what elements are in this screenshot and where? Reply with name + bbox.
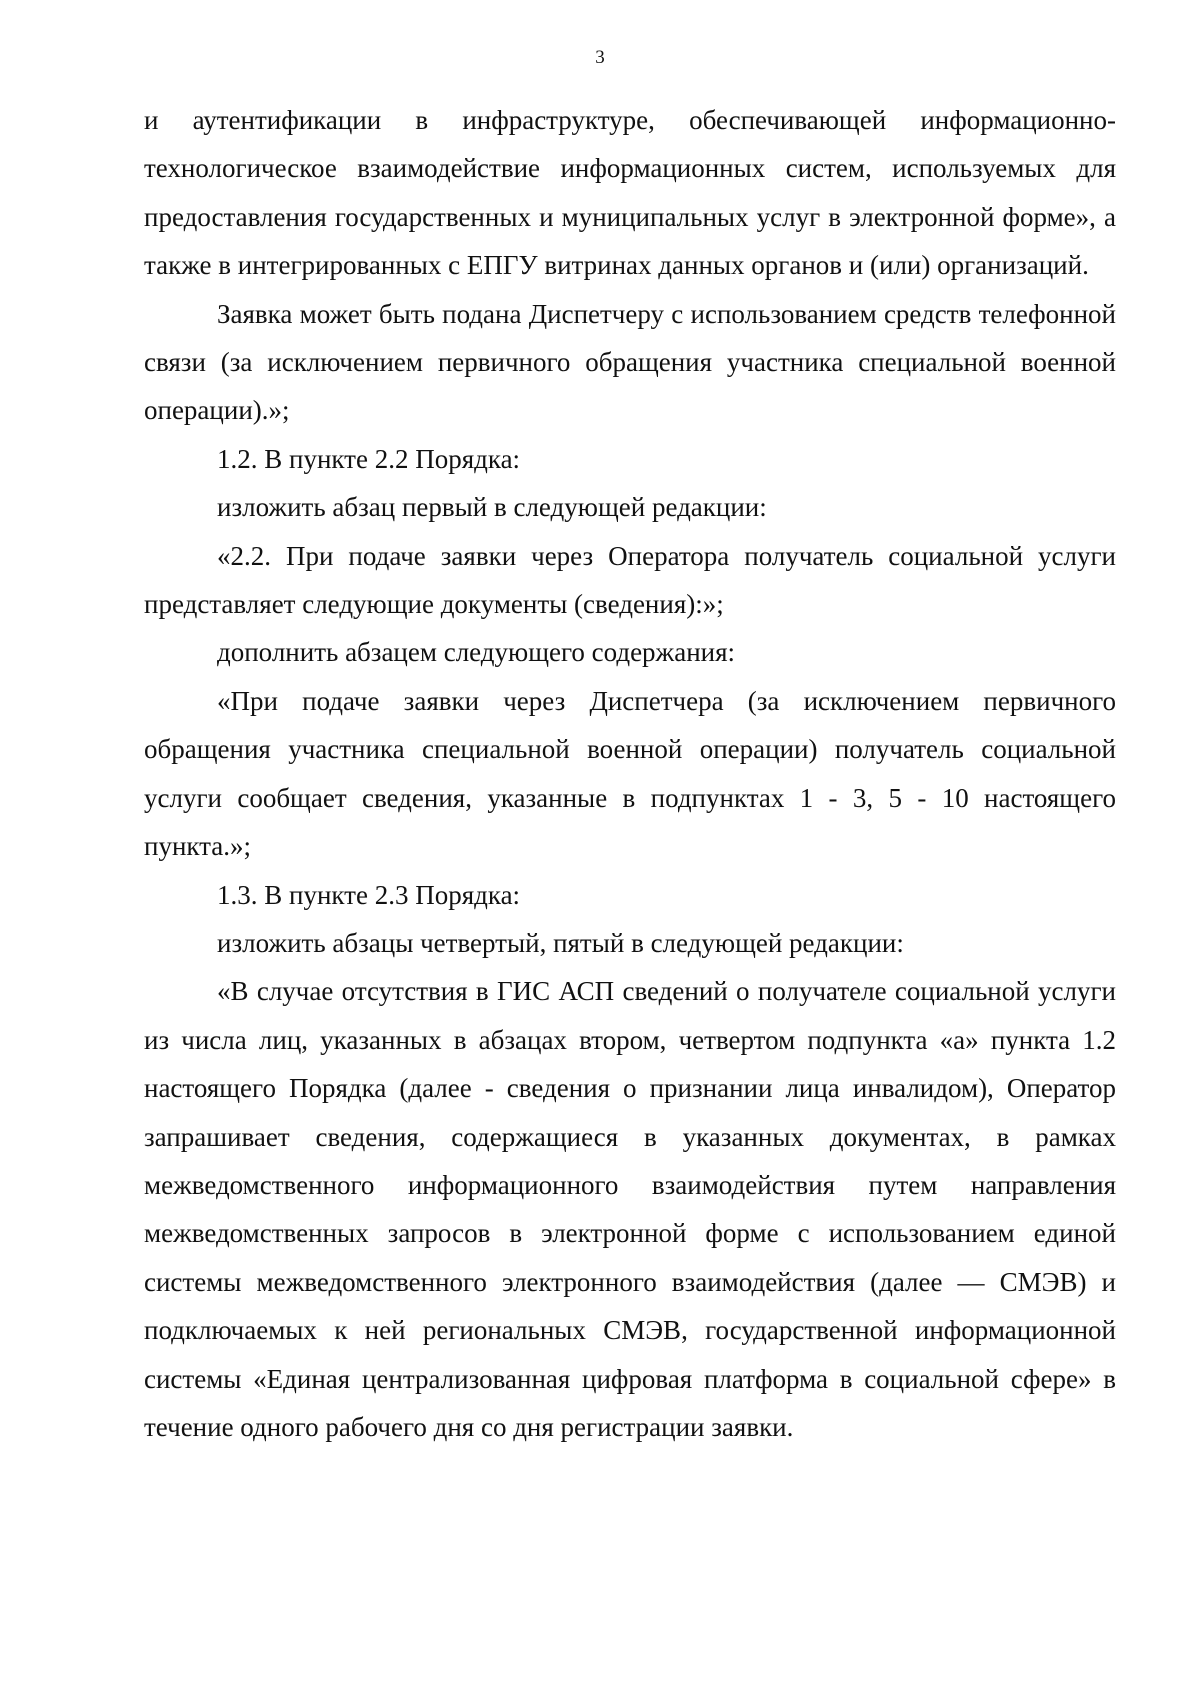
paragraph-continuation: и аутентификации в инфраструктуре, обеспечивающей информационно-технологическое взаимодействие информационных систем, используемых для предоставления государственных и муниципальных услуг в электронной форме», а также в интегрированных с ЕПГУ витринах данных органов и (или) организаций. (144, 105, 1116, 281)
paragraph-item-1-2: 1.2. В пункте 2.2 Порядка: (217, 443, 521, 474)
paragraph-quote-dispatcher: «При подаче заявки через Диспетчера (за исключением первичного обращения участника специальной военной операции) получатель социальной услуги сообщает сведения, указанные в подпунктах 1 - 3, 5 - 10 настоящего пункта.»; (144, 685, 1116, 862)
paragraph-item-1-3: 1.3. В пункте 2.3 Порядка: (217, 879, 521, 910)
page-number: 3 (595, 47, 605, 68)
paragraph-quote-2-2: «2.2. При подаче заявки через Оператора получатель социальной услуги представляет следующие документы (сведения):»; (144, 540, 1116, 620)
paragraph-quote-gis-asp: «В случае отсутствия в ГИС АСП сведений о получателе социальной услуги из числа лиц, указанных в абзацах втором, четвертом подпункта «а» пункта 1.2 настоящего Порядка (далее - сведения о признании лица инвалидом), Оператор запрашивает сведения, содержащиеся в указанных документах, в рамках межведомственного информационного взаимодействия путем направления межведомственных запросов в электронной форме с использованием единой системы межведомственного электронного взаимодействия (далее — СМЭВ) и подключаемых к ней региональных СМЭВ, государственной информационной системы «Единая централизованная цифровая платформа в социальной сфере» в течение одного рабочего дня со дня регистрации заявки. (144, 976, 1116, 1442)
paragraph-supplement: дополнить абзацем следующего содержания: (217, 637, 736, 668)
paragraph-dispatcher-phone: Заявка может быть подана Диспетчеру с использованием средств телефонной связи (за исключением первичного обращения участника специальной военной операции).»; (144, 298, 1116, 426)
paragraph-amend-first: изложить абзац первый в следующей редакции: (217, 492, 767, 523)
paragraph-amend-fourth-fifth: изложить абзацы четвертый, пятый в следующей редакции: (217, 927, 904, 958)
document-body (144, 96, 1116, 1451)
